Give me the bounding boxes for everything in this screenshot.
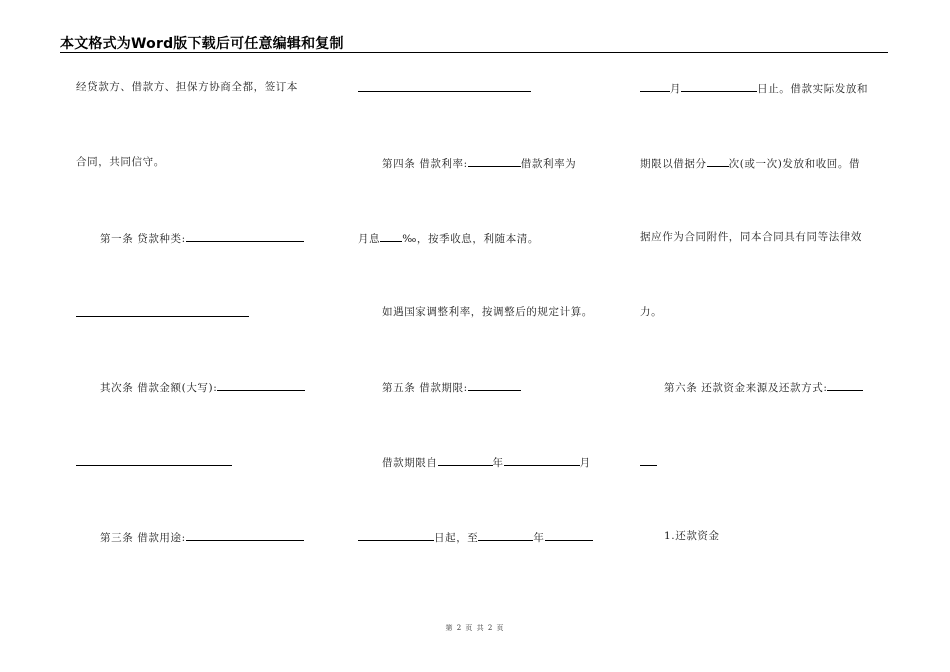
end-month-label: 月 <box>670 83 682 95</box>
article-4-label: 第四条 借款利率: <box>382 158 468 170</box>
end-month-blank <box>545 529 593 541</box>
repayment-blank-2 <box>640 454 657 466</box>
end-day-blank <box>681 80 757 92</box>
loan-amount-blank <box>217 379 305 391</box>
end-day-text: 日止。借款实际发放和 <box>757 83 869 95</box>
repayment-continuation <box>640 454 657 470</box>
monthly-rate-label: 月息 <box>358 233 381 245</box>
end-month-blank-2 <box>640 80 670 92</box>
article-4-interest-rate <box>382 155 576 171</box>
start-month-label: 月 <box>579 457 591 469</box>
col1-line-parties: 经贷款方、借款方、担保方协商全都，签订本 <box>76 81 298 93</box>
col1-line-trust: 合同，共同信守。 <box>76 156 165 168</box>
installment-label: 期限以借据分 <box>640 158 707 170</box>
rate-adjustment-line: 如遇国家调整利率，按调整后的规定计算。 <box>382 306 593 318</box>
start-year-label: 年 <box>492 457 504 469</box>
installment-text: 次(或一次)发放和收回。借 <box>728 158 861 170</box>
receipt-attachment-line: 据应作为合同附件，同本合同具有同等法律效 <box>640 231 862 243</box>
article-5-loan-period <box>382 379 521 395</box>
monthly-rate-terms: ‰，按季收息，利随本清。 <box>402 233 539 245</box>
article-3-label: 第三条 借款用途: <box>100 532 186 544</box>
article-6-repayment <box>664 379 863 395</box>
end-year-blank <box>478 529 533 541</box>
monthly-rate-line <box>358 230 539 246</box>
document-header-title: 本文格式为Word版下载后可任意编辑和复制 <box>60 36 344 52</box>
col2-top-blank <box>358 80 531 92</box>
loan-purpose-blank <box>186 529 304 541</box>
header-divider <box>60 52 888 53</box>
article-5-label: 第五条 借款期限: <box>382 382 468 394</box>
article-3-loan-purpose <box>100 529 304 545</box>
article-4-rate-text: 借款利率为 <box>520 158 577 170</box>
loan-type-blank-2 <box>76 305 249 317</box>
period-end-line <box>358 529 593 545</box>
installment-line <box>640 155 860 171</box>
article-2-loan-amount <box>100 379 305 395</box>
col2-top-blank-line <box>358 80 531 96</box>
period-end-label: 日起，至 <box>434 532 479 544</box>
period-start-label: 借款期限自 <box>382 457 438 469</box>
loan-type-blank <box>186 230 304 242</box>
end-year-label: 年 <box>533 532 545 544</box>
period-end-day-line <box>640 80 868 96</box>
article-1-label: 第一条 贷款种类: <box>100 233 186 245</box>
repayment-item-1: 1.还款资金 <box>664 530 720 542</box>
loan-amount-continuation <box>76 454 232 470</box>
article-2-label: 其次条 借款金额(大写): <box>100 382 218 394</box>
interest-rate-blank <box>468 155 521 167</box>
loan-type-continuation <box>76 305 249 321</box>
period-start-line <box>382 454 591 470</box>
monthly-rate-blank <box>380 230 402 242</box>
loan-period-blank <box>468 379 521 391</box>
start-month-blank <box>504 454 580 466</box>
start-day-blank <box>358 529 434 541</box>
installment-count-blank <box>707 155 729 167</box>
article-1-loan-type <box>100 230 304 246</box>
receipt-attachment-end: 力。 <box>640 306 663 318</box>
article-6-label: 第六条 还款资金来源及还款方式: <box>664 382 828 394</box>
start-year-blank <box>438 454 493 466</box>
repayment-blank <box>827 379 863 391</box>
loan-amount-blank-2 <box>76 454 232 466</box>
page-footer: 第 2 页 共 2 页 <box>445 624 505 632</box>
